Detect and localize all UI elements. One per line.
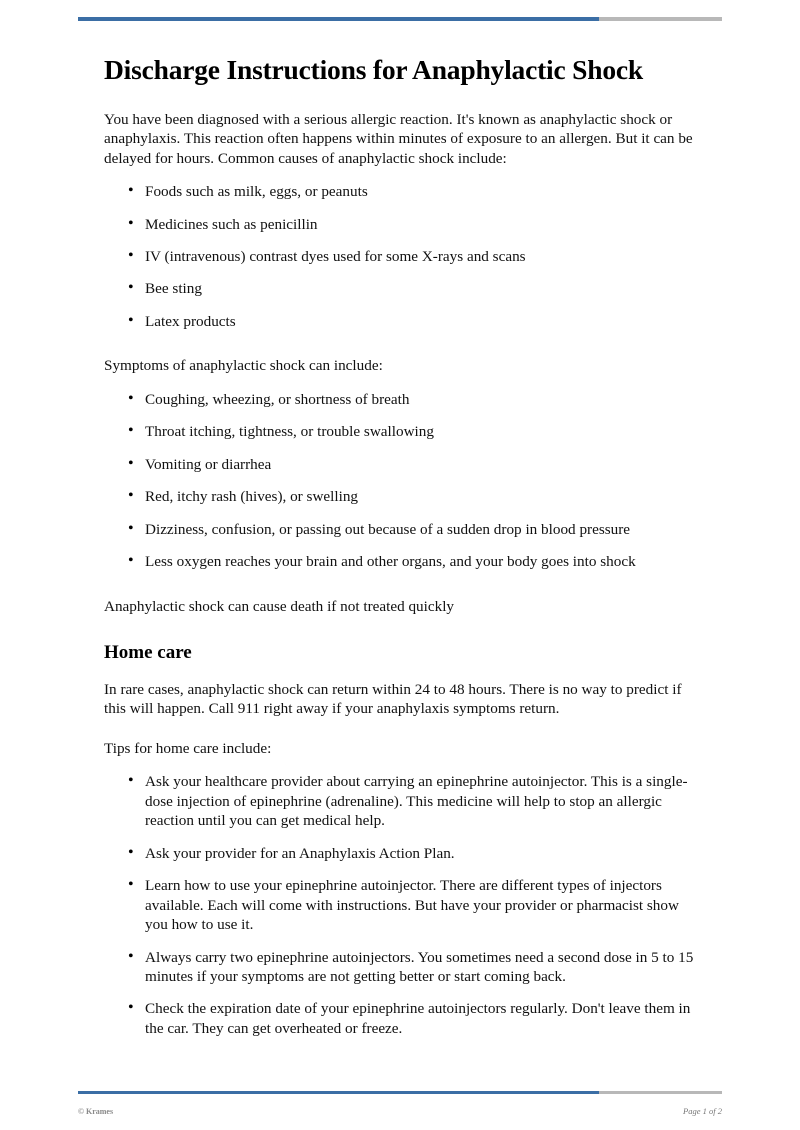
warning-paragraph: Anaphylactic shock can cause death if not treated quickly: [104, 597, 455, 615]
list-item: • Always carry two epinephrine autoinjectors. You sometimes need a second dose in 5 to 15 minutes if your symptoms are not getting better or start coming back.: [104, 948, 704, 987]
symptoms-lead-paragraph: Symptoms of anaphylactic shock can include:: [104, 357, 383, 375]
list-item: • Ask your healthcare provider about carrying an epinephrine autoinjector. This is a single-dose injection of epinephrine (adrenaline). This medicine will help to stop an allergic reaction until you can get medical help.: [104, 772, 704, 830]
causes-list: [104, 182, 704, 331]
list-item: • Less oxygen reaches your brain and other organs, and your body goes into shock: [104, 552, 704, 571]
list-item: • Bee sting: [104, 279, 704, 298]
document-content: [104, 52, 704, 1052]
header-rule-blue-segment: [78, 17, 599, 21]
list-item: • Foods such as milk, eggs, or peanuts: [104, 182, 704, 201]
footer-rule: [78, 1091, 722, 1094]
page-number: Page 1 of 2: [683, 1106, 722, 1116]
header-rule-grey-segment: [599, 17, 722, 21]
spacer: [104, 586, 704, 597]
list-item: • IV (intravenous) contrast dyes used for some X-rays and scans: [104, 247, 704, 266]
list-item: • Latex products: [104, 312, 704, 331]
intro-paragraph: You have been diagnosed with a serious allergic reaction. It's known as anaphylactic shock or anaphylaxis. This reaction often happens within minutes of exposure to an allergen. But it can be delayed for hours. Common causes of anaphylactic shock include:: [104, 110, 693, 167]
symptoms-list: [104, 390, 704, 572]
home-care-intro-paragraph: In rare cases, anaphylactic shock can return within 24 to 48 hours. There is no way to predict if this will happen. Call 911 right away if your anaphylaxis symptoms return.: [104, 681, 682, 718]
list-item: • Throat itching, tightness, or trouble swallowing: [104, 422, 704, 441]
list-item: • Red, itchy rash (hives), or swelling: [104, 487, 704, 506]
tips-list: [104, 772, 704, 1038]
section-heading-home-care: Home care: [104, 642, 192, 663]
list-item: • Medicines such as penicillin: [104, 215, 704, 234]
header-rule: [78, 17, 722, 21]
list-item: • Coughing, wheezing, or shortness of breath: [104, 390, 704, 409]
tips-lead-paragraph: Tips for home care include:: [104, 739, 272, 757]
list-item: • Vomiting or diarrhea: [104, 455, 704, 474]
list-item: • Ask your provider for an Anaphylaxis Action Plan.: [104, 844, 704, 863]
list-item: • Learn how to use your epinephrine autoinjector. There are different types of injectors available. Each will come with instructions. But have your provider or pharmacist show you how to use it.: [104, 876, 704, 934]
list-item: • Dizziness, confusion, or passing out because of a sudden drop in blood pressure: [104, 520, 704, 539]
spacer: [104, 345, 704, 356]
page-title: Discharge Instructions for Anaphylactic Shock: [104, 54, 643, 85]
footer-rule-blue-segment: [78, 1091, 599, 1094]
list-item: • Check the expiration date of your epinephrine autoinjectors regularly. Don't leave them in the car. They can get overheated or freeze.: [104, 999, 704, 1038]
footer-rule-grey-segment: [599, 1091, 722, 1094]
copyright-text: © Krames: [78, 1107, 114, 1116]
page-footer: [78, 1106, 722, 1116]
